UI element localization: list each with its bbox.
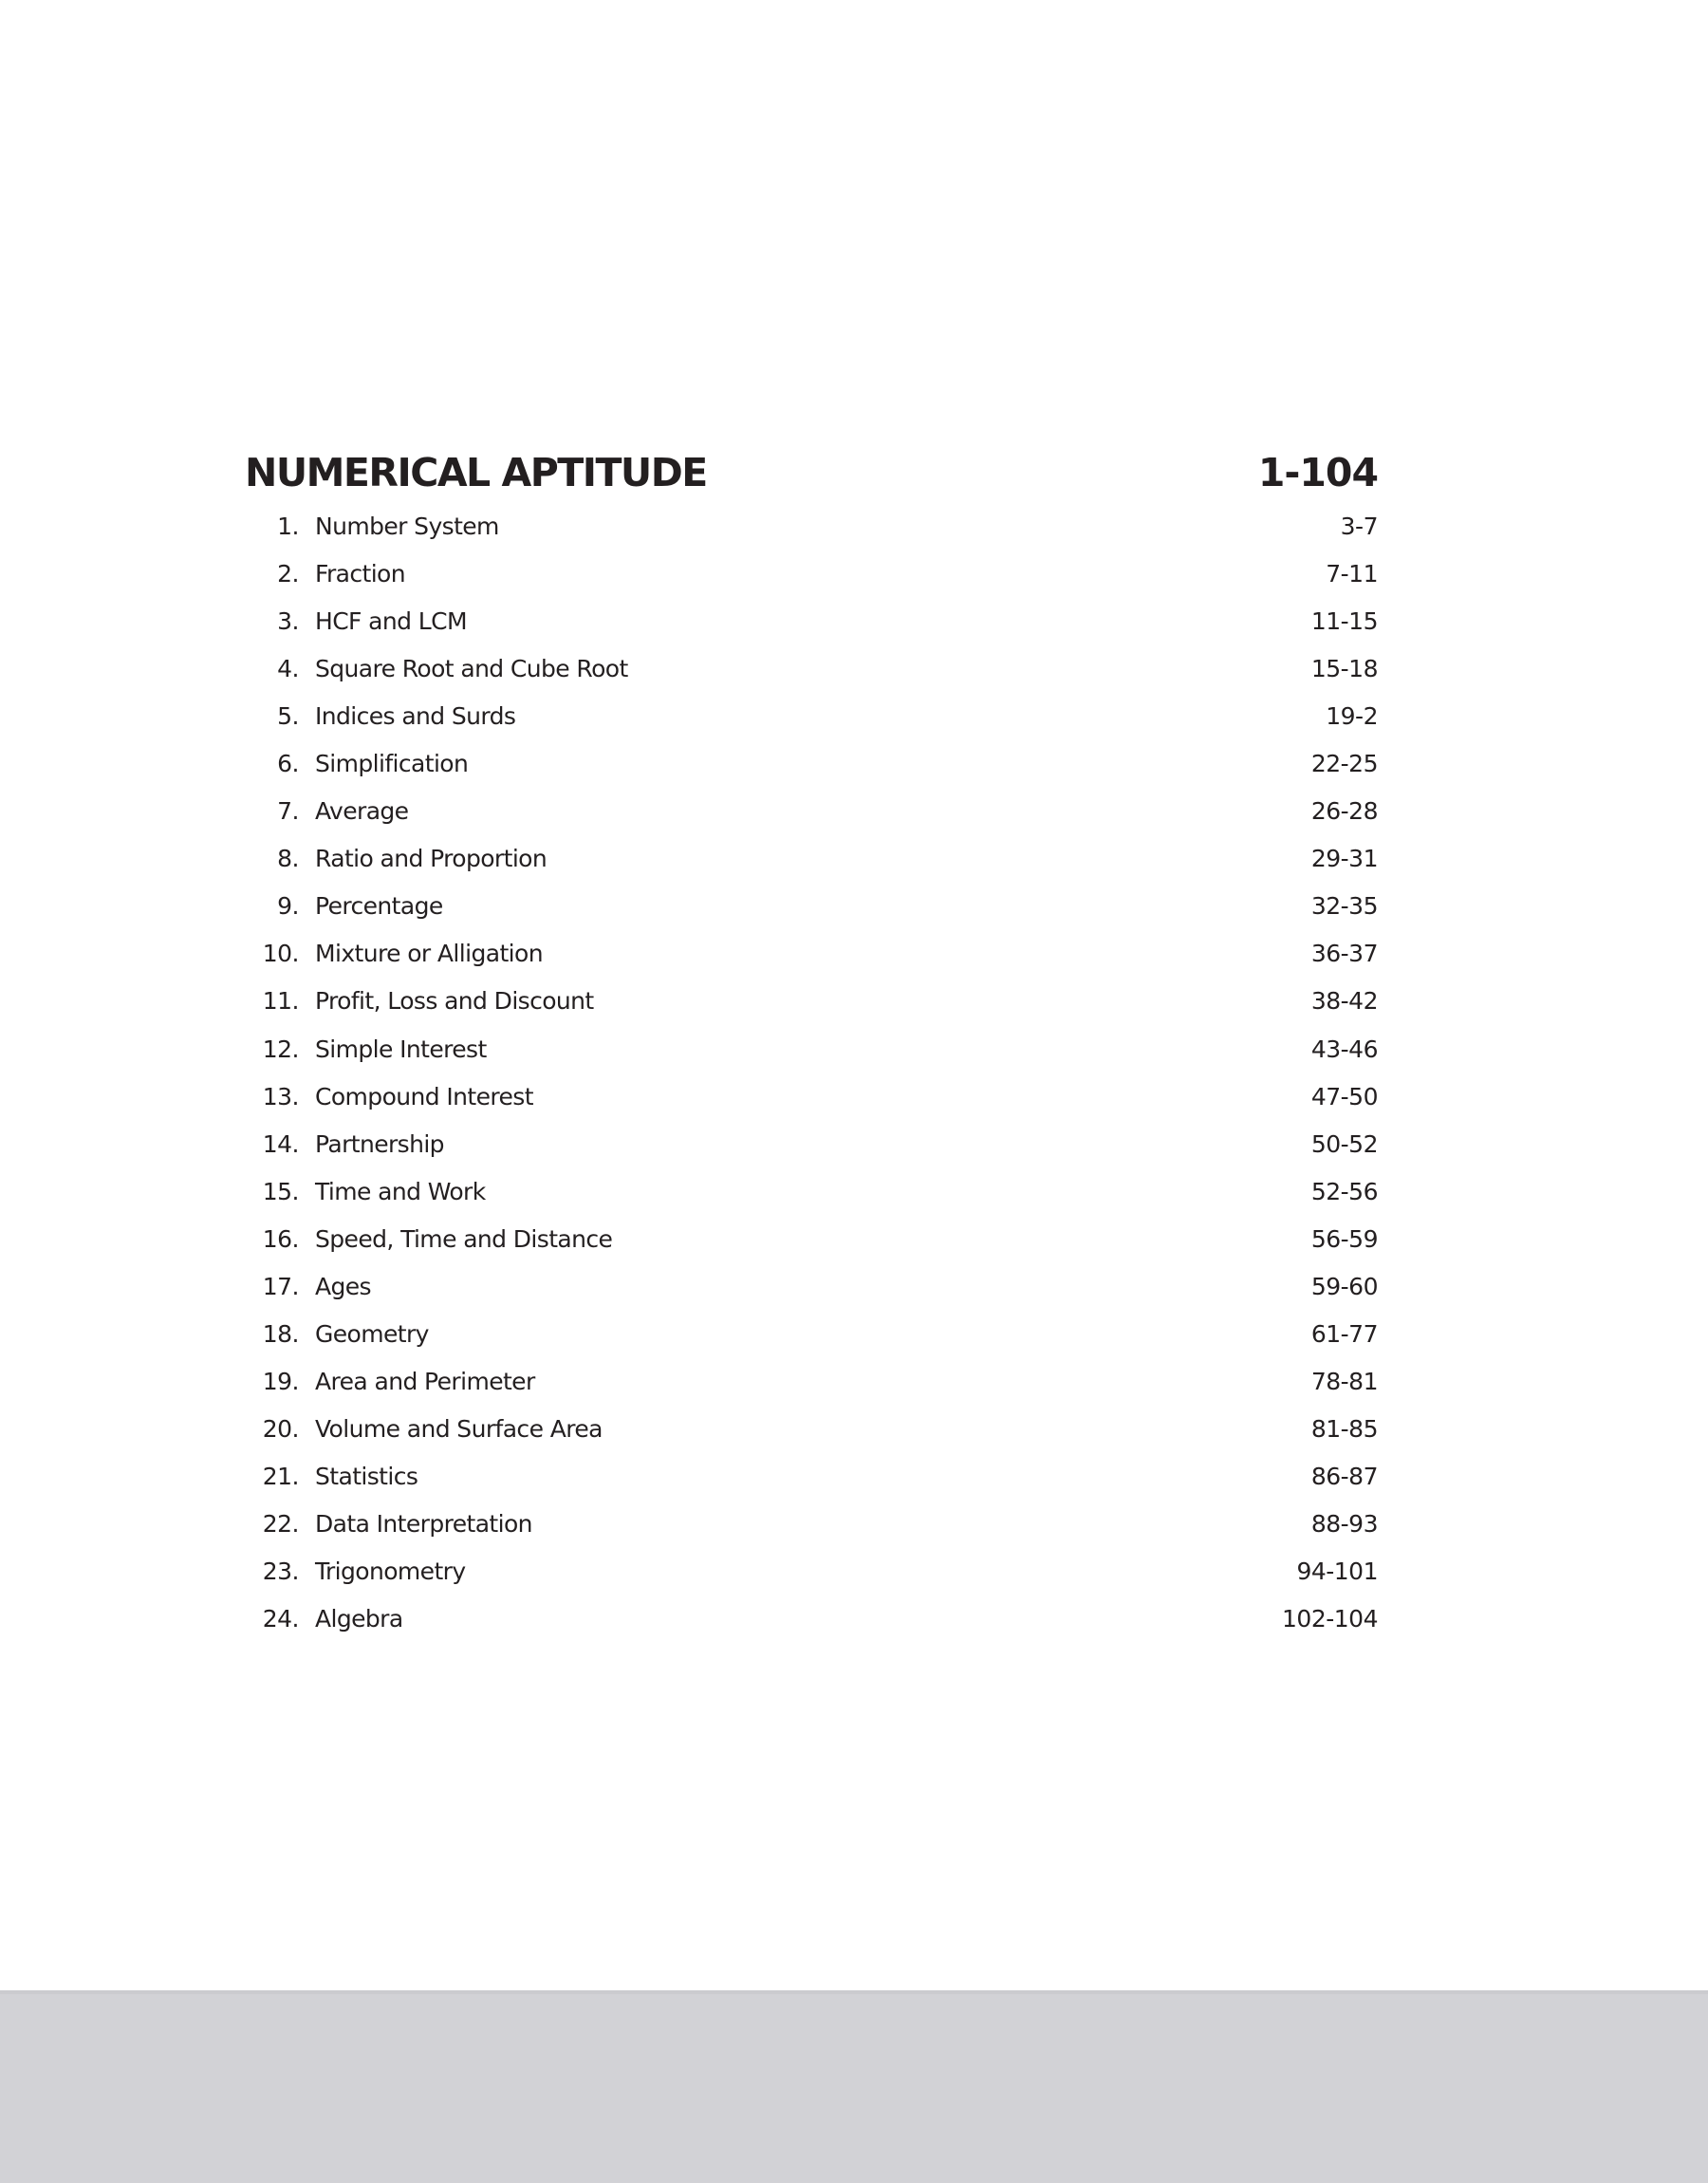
- toc-entry-number: 4.: [277, 655, 299, 683]
- toc-entry-pages: 32-35: [1310, 892, 1378, 921]
- toc-entry-number: 14.: [262, 1129, 299, 1158]
- toc-entry: [245, 745, 1378, 793]
- toc-entry-title: Data Interpretation: [315, 1509, 532, 1538]
- toc-entry-title: Area and Perimeter: [315, 1367, 535, 1395]
- toc-entry-title: Percentage: [315, 892, 443, 921]
- toc-entry: [245, 1126, 1378, 1173]
- toc-entry-number: 3.: [277, 607, 299, 636]
- toc-entry-number: 8.: [277, 845, 299, 873]
- toc-entry-pages: 61-77: [1310, 1319, 1378, 1348]
- toc-entry-title: Profit, Loss and Discount: [315, 987, 594, 1016]
- toc-entry: [245, 840, 1378, 887]
- toc-entry-number: 21.: [262, 1462, 299, 1490]
- toc-entry-number: 15.: [262, 1177, 299, 1205]
- toc-entry: [245, 603, 1378, 650]
- toc-entry-number: 10.: [262, 940, 299, 968]
- toc-entry-pages: 86-87: [1310, 1462, 1378, 1490]
- toc-entry-title: Partnership: [315, 1129, 444, 1158]
- toc-entry-pages: 3-7: [1340, 513, 1378, 540]
- toc-entry: [245, 1315, 1378, 1363]
- toc-entry: [245, 1553, 1378, 1600]
- toc-entry: [245, 935, 1378, 982]
- toc-entry-title: Algebra: [315, 1605, 403, 1633]
- toc-entry-title: Square Root and Cube Root: [315, 655, 628, 683]
- toc-entry: [245, 1600, 1378, 1648]
- toc-entry-number: 19.: [262, 1367, 299, 1395]
- toc-entry: [245, 1505, 1378, 1553]
- section-title: NUMERICAL APTITUDE: [245, 450, 707, 495]
- toc-entry: [245, 1173, 1378, 1221]
- toc-entry-number: 16.: [262, 1224, 299, 1253]
- toc-entry: [245, 1221, 1378, 1268]
- toc-entry-number: 13.: [262, 1082, 299, 1110]
- toc-entry-number: 23.: [262, 1558, 299, 1586]
- toc-entry: [245, 555, 1378, 603]
- toc-entry: [245, 1078, 1378, 1126]
- toc-entry: [245, 1031, 1378, 1078]
- section-page-range: 1-104: [1257, 450, 1378, 495]
- toc-entry-pages: 38-42: [1310, 987, 1378, 1016]
- section-header: [245, 446, 1378, 494]
- toc-entry-title: Geometry: [315, 1319, 429, 1348]
- toc-entry-pages: 94-101: [1296, 1558, 1378, 1586]
- toc-entry-pages: 56-59: [1310, 1224, 1378, 1253]
- toc-entry-pages: 50-52: [1310, 1129, 1378, 1158]
- toc-entry-number: 24.: [262, 1605, 299, 1633]
- toc-entry-pages: 102-104: [1282, 1605, 1378, 1633]
- toc-entry-pages: 29-31: [1310, 845, 1378, 873]
- toc-entry-title: HCF and LCM: [315, 607, 467, 636]
- toc-entry-title: Speed, Time and Distance: [315, 1224, 613, 1253]
- toc-entry-number: 5.: [277, 702, 299, 731]
- toc-entry-pages: 81-85: [1310, 1414, 1378, 1443]
- toc-entry-title: Number System: [315, 513, 499, 540]
- toc-entry-number: 9.: [277, 892, 299, 921]
- toc-entry-pages: 43-46: [1310, 1035, 1378, 1063]
- toc-entry: [245, 698, 1378, 745]
- toc-entry-title: Simple Interest: [315, 1035, 487, 1063]
- viewer-background-band: [0, 1990, 1708, 2183]
- toc-entry-title: Compound Interest: [315, 1082, 533, 1110]
- toc-entry-title: Ratio and Proportion: [315, 845, 548, 873]
- toc-entry-number: 2.: [277, 560, 299, 588]
- toc-entry-number: 22.: [262, 1509, 299, 1538]
- toc-entry-title: Mixture or Alligation: [315, 940, 543, 968]
- toc-entry-title: Statistics: [315, 1462, 418, 1490]
- toc-entry: [245, 1410, 1378, 1458]
- toc-entry: [245, 887, 1378, 935]
- toc-entry: [245, 1458, 1378, 1505]
- toc-entry-pages: 36-37: [1310, 940, 1378, 968]
- toc-entry-title: Simplification: [315, 750, 469, 778]
- toc-entry-number: 18.: [262, 1319, 299, 1348]
- toc-entry-pages: 15-18: [1310, 655, 1378, 683]
- toc-entry-title: Average: [315, 797, 409, 826]
- toc-entry-number: 6.: [277, 750, 299, 778]
- toc-entry-pages: 52-56: [1310, 1177, 1378, 1205]
- toc-entry: [245, 793, 1378, 840]
- toc-entry-title: Trigonometry: [315, 1558, 466, 1586]
- toc-entry-pages: 19-2: [1326, 702, 1378, 731]
- table-of-contents: [245, 508, 1378, 1648]
- toc-entry-pages: 47-50: [1310, 1082, 1378, 1110]
- toc-entry-number: 20.: [262, 1414, 299, 1443]
- toc-entry-title: Indices and Surds: [315, 702, 516, 731]
- toc-entry-number: 12.: [262, 1035, 299, 1063]
- toc-entry-pages: 78-81: [1310, 1367, 1378, 1395]
- toc-entry-number: 1.: [277, 513, 299, 540]
- toc-entry: [245, 1268, 1378, 1315]
- toc-entry: [245, 508, 1378, 555]
- toc-entry-pages: 7-11: [1326, 560, 1378, 588]
- toc-entry-title: Fraction: [315, 560, 405, 588]
- toc-entry-number: 17.: [262, 1272, 299, 1300]
- toc-entry: [245, 1363, 1378, 1410]
- toc-entry-title: Ages: [315, 1272, 371, 1300]
- toc-entry-number: 7.: [277, 797, 299, 826]
- toc-entry: [245, 650, 1378, 698]
- toc-entry-pages: 11-15: [1310, 607, 1378, 636]
- toc-entry-pages: 59-60: [1310, 1272, 1378, 1300]
- toc-entry-pages: 22-25: [1310, 750, 1378, 778]
- toc-entry-number: 11.: [262, 987, 299, 1016]
- toc-entry-pages: 26-28: [1310, 797, 1378, 826]
- toc-entry-title: Volume and Surface Area: [315, 1414, 603, 1443]
- toc-entry-title: Time and Work: [315, 1177, 486, 1205]
- toc-entry: [245, 982, 1378, 1030]
- toc-entry-pages: 88-93: [1310, 1509, 1378, 1538]
